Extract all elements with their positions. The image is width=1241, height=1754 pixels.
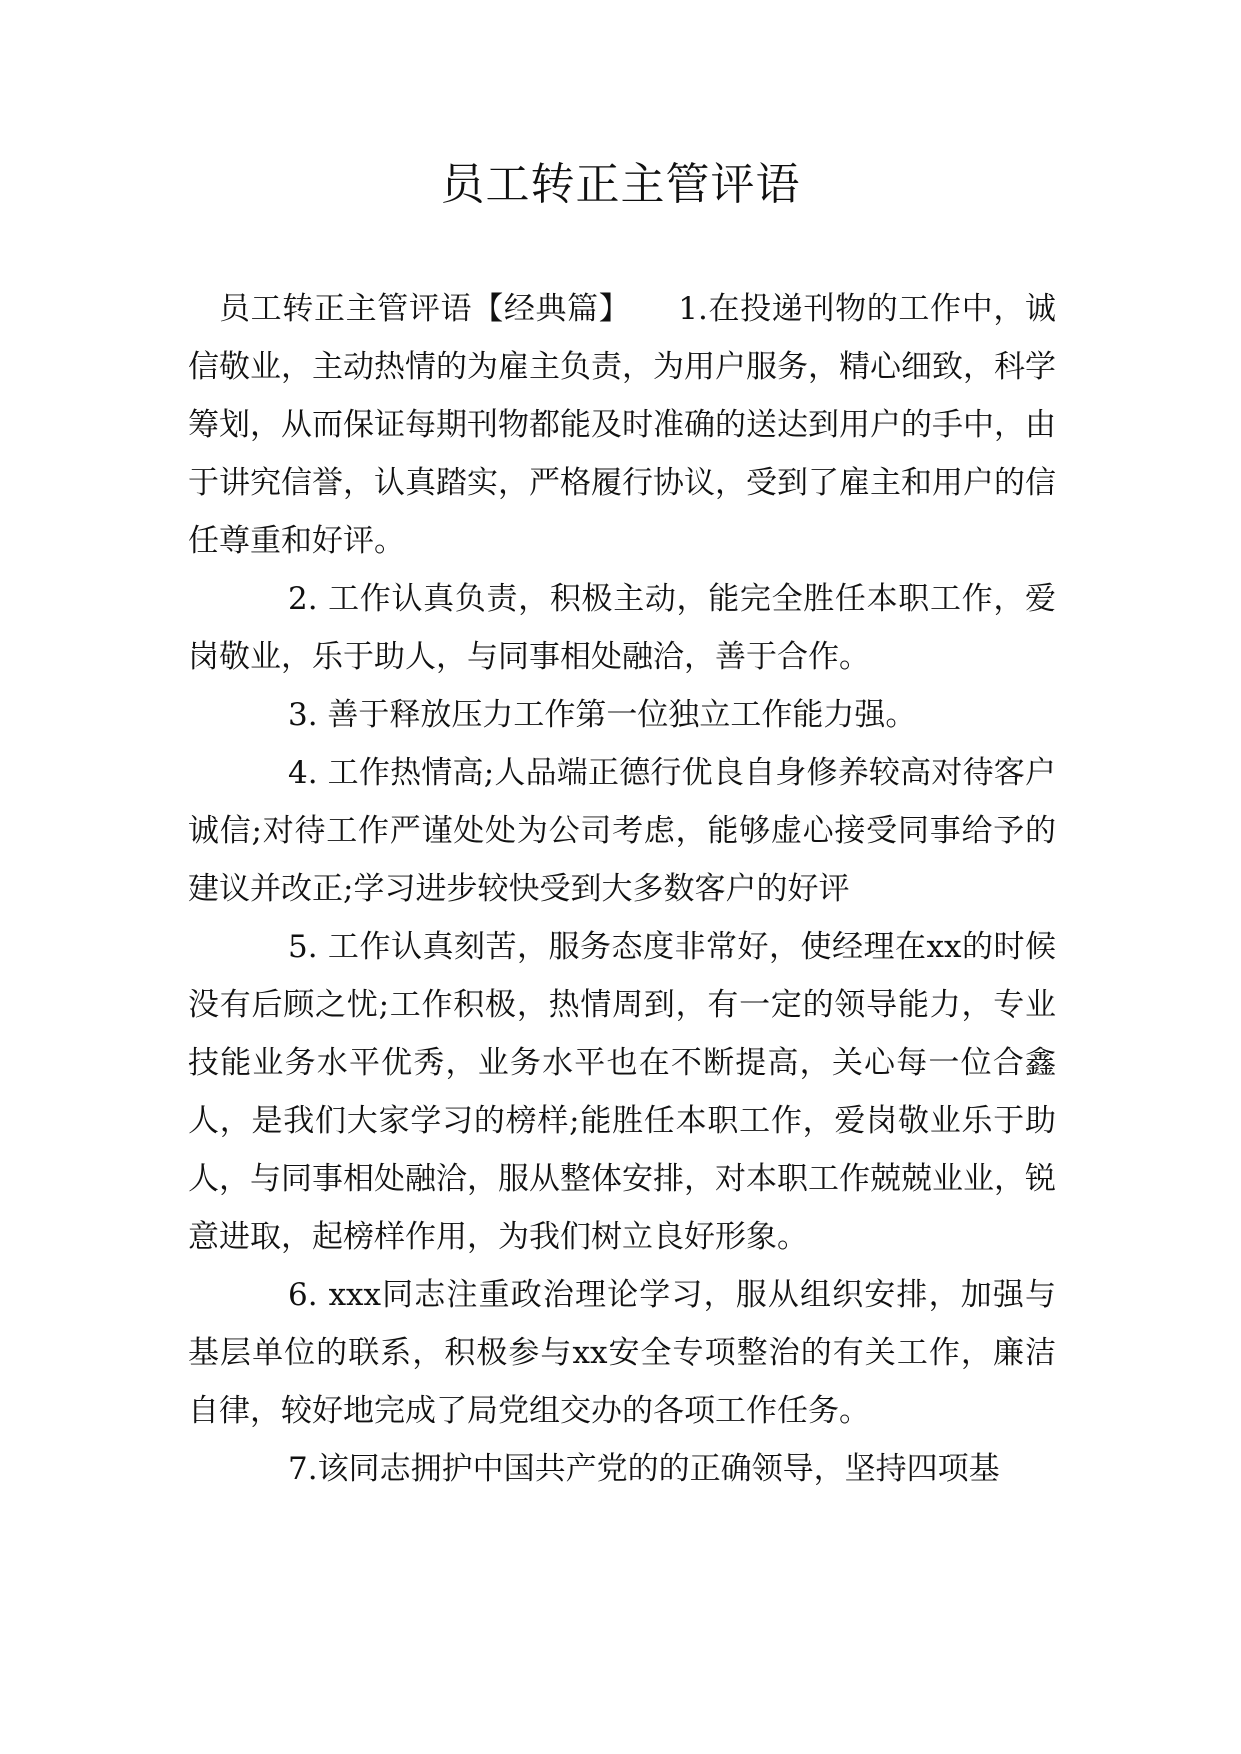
document-title: 员工转正主管评语	[440, 159, 801, 210]
paragraph-item-2: 2. 工作认真负责，积极主动，能完全胜任本职工作，爱岗敬业，乐于助人，与同事相处融洽，善于合作。	[188, 581, 1056, 675]
paragraph-item-5: 5. 工作认真刻苦，服务态度非常好，使经理在xx的时候没有后顾之忧;工作积极，热情周到，有一定的领导能力，专业技能业务水平优秀，业务水平也在不断提高，关心每一位合鑫人，是我们大家学习的榜样;能胜任本职工作，爱岗敬业乐于助人，与同事相处融洽，服从整体安排，对本职工作兢兢业业，锐意进取，起榜样作用，为我们树立良好形象。	[188, 929, 1056, 1255]
paragraph-intro-item-1: 员工转正主管评语【经典篇】 1.在投递刊物的工作中，诚信敬业，主动热情的为雇主负责，为用户服务，精心细致，科学筹划，从而保证每期刊物都能及时准确的送达到用户的手中，由于讲究信誉，认真踏实，严格履行协议，受到了雇主和用户的信任尊重和好评。	[188, 291, 1056, 559]
paragraph-item-3: 3. 善于释放压力工作第一位独立工作能力强。	[288, 697, 917, 733]
paragraph-item-7: 7.该同志拥护中国共产党的的正确领导，坚持四项基	[288, 1451, 1000, 1487]
document-body	[188, 280, 1056, 1498]
paragraph-item-4: 4. 工作热情高;人品端正德行优良自身修养较高对待客户诚信;对待工作严谨处处为公司考虑，能够虚心接受同事给予的建议并改正;学习进步较快受到大多数客户的好评	[188, 755, 1056, 907]
paragraph-item-6: 6. xxx同志注重政治理论学习，服从组织安排，加强与基层单位的联系，积极参与xx安全专项整治的有关工作，廉洁自律，较好地完成了局党组交办的各项工作任务。	[188, 1277, 1056, 1429]
